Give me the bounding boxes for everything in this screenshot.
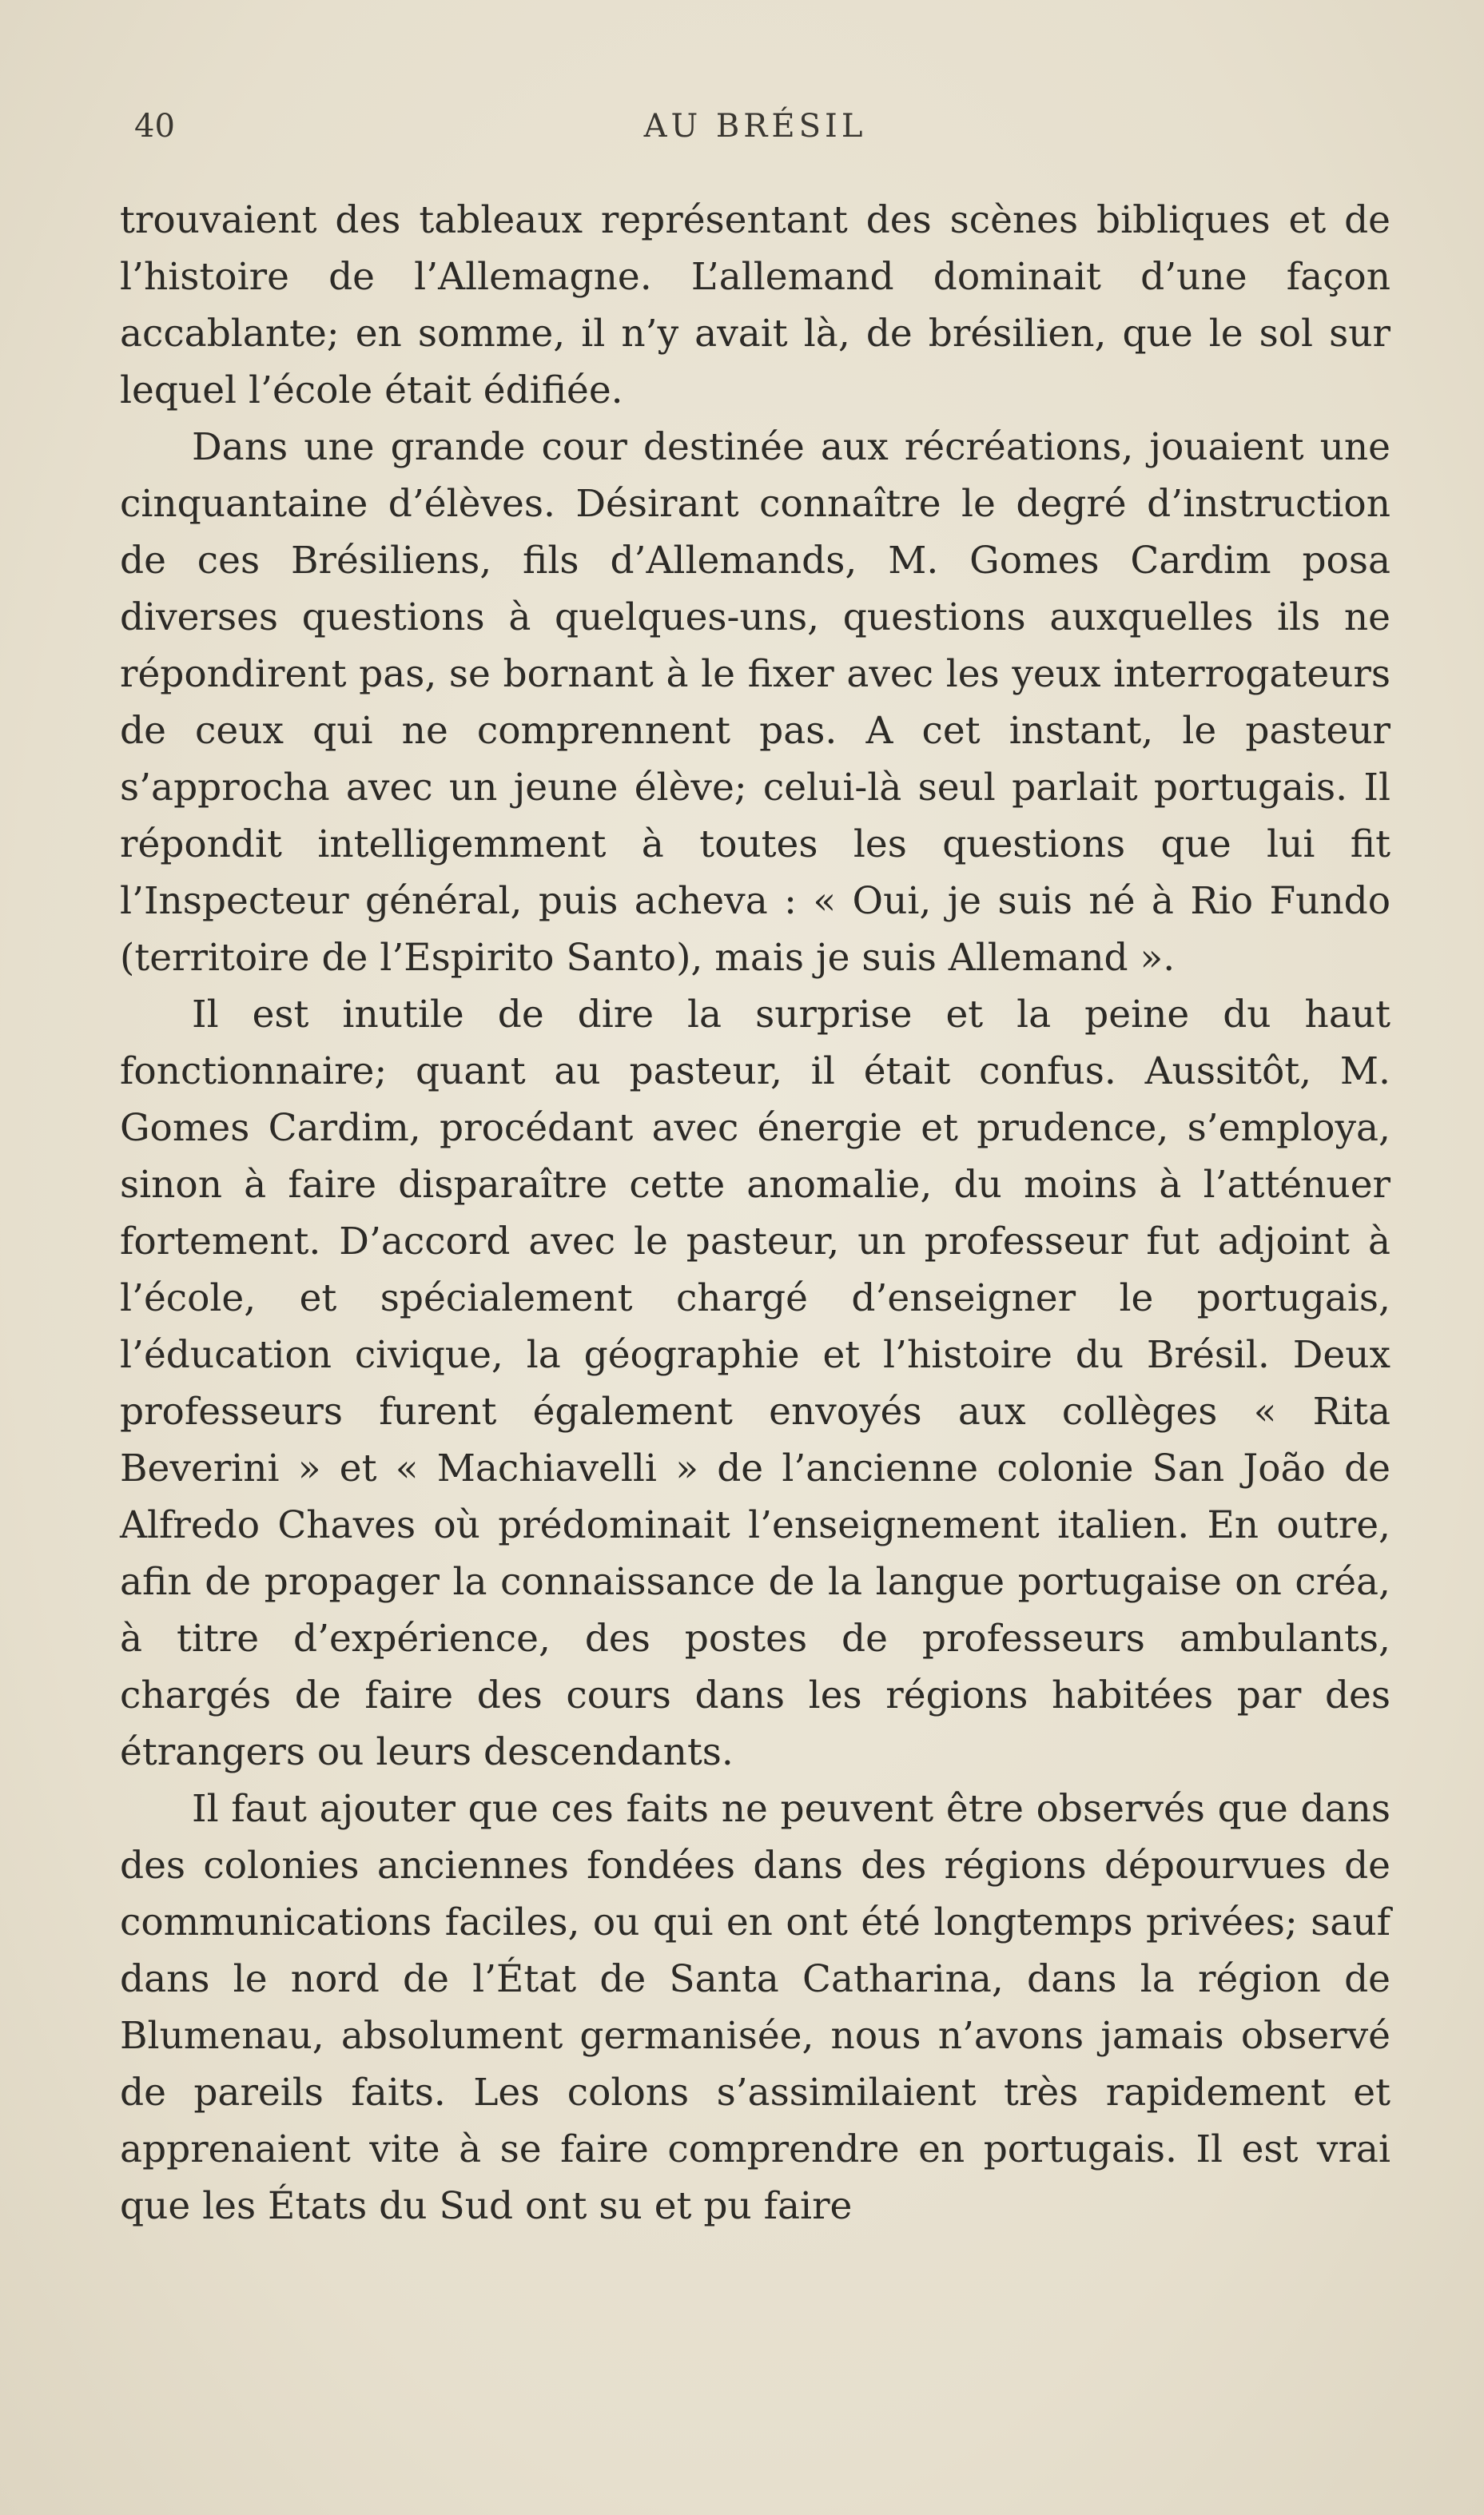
- body-text: [120, 192, 1391, 2234]
- book-page: [120, 102, 1391, 2234]
- running-title: AU BRÉSIL: [643, 108, 867, 145]
- paragraph: Dans une grande cour destinée aux récréations, jouaient une cinquantaine d’élèves. Désirant connaître le degré d’instruction de ces Brésiliens, fils d’Allemands, M. Gomes Cardim posa diverses questions à quelques-uns, questions auxquelles ils ne répondirent pas, se bornant à le fixer avec les yeux interrogateurs de ceux qui ne comprennent pas. A cet instant, le pasteur s’approcha avec un jeune élève; celui-là seul parlait portugais. Il répondit intelligemment à toutes les questions que lui fit l’Inspecteur général, puis acheva : « Oui, je suis né à Rio Fundo (territoire de l’Espirito Santo), mais je suis Allemand ».: [120, 425, 1391, 980]
- paragraph: trouvaient des tableaux représentant des scènes bibliques et de l’histoire de l’Allemagne. L’allemand dominait d’une façon accablante; en somme, il n’y avait là, de brésilien, que le sol sur lequel l’école était édifiée.: [120, 198, 1391, 412]
- paragraph: Il faut ajouter que ces faits ne peuvent être observés que dans des colonies anciennes fondées dans des régions dépourvues de communications faciles, ou qui en ont été longtemps privées; sauf dans le nord de l’État de Santa Catharina, dans la région de Blumenau, absolument germanisée, nous n’avons jamais observé de pareils faits. Les colons s’assimilaient très rapidement et apprenaient vite à se faire comprendre en portugais. Il est vrai que les États du Sud ont su et pu faire: [120, 1787, 1391, 2228]
- running-head: [120, 102, 1391, 150]
- paragraph: Il est inutile de dire la surprise et la peine du haut fonctionnaire; quant au pasteur, il était confus. Aussitôt, M. Gomes Cardim, procédant avec énergie et prudence, s’employa, sinon à faire disparaître cette anomalie, du moins à l’atténuer fortement. D’accord avec le pasteur, un professeur fut adjoint à l’école, et spécialement chargé d’enseigner le portugais, l’éducation civique, la géographie et l’histoire du Brésil. Deux professeurs furent également envoyés aux collèges « Rita Beverini » et « Machiavelli » de l’ancienne colonie San João de Alfredo Chaves où prédominait l’enseignement italien. En outre, afin de propager la connaissance de la langue portugaise on créa, à titre d’expérience, des postes de professeurs ambulants, chargés de faire des cours dans les régions habitées par des étrangers ou leurs descendants.: [120, 993, 1391, 1774]
- page-number: 40: [134, 108, 175, 145]
